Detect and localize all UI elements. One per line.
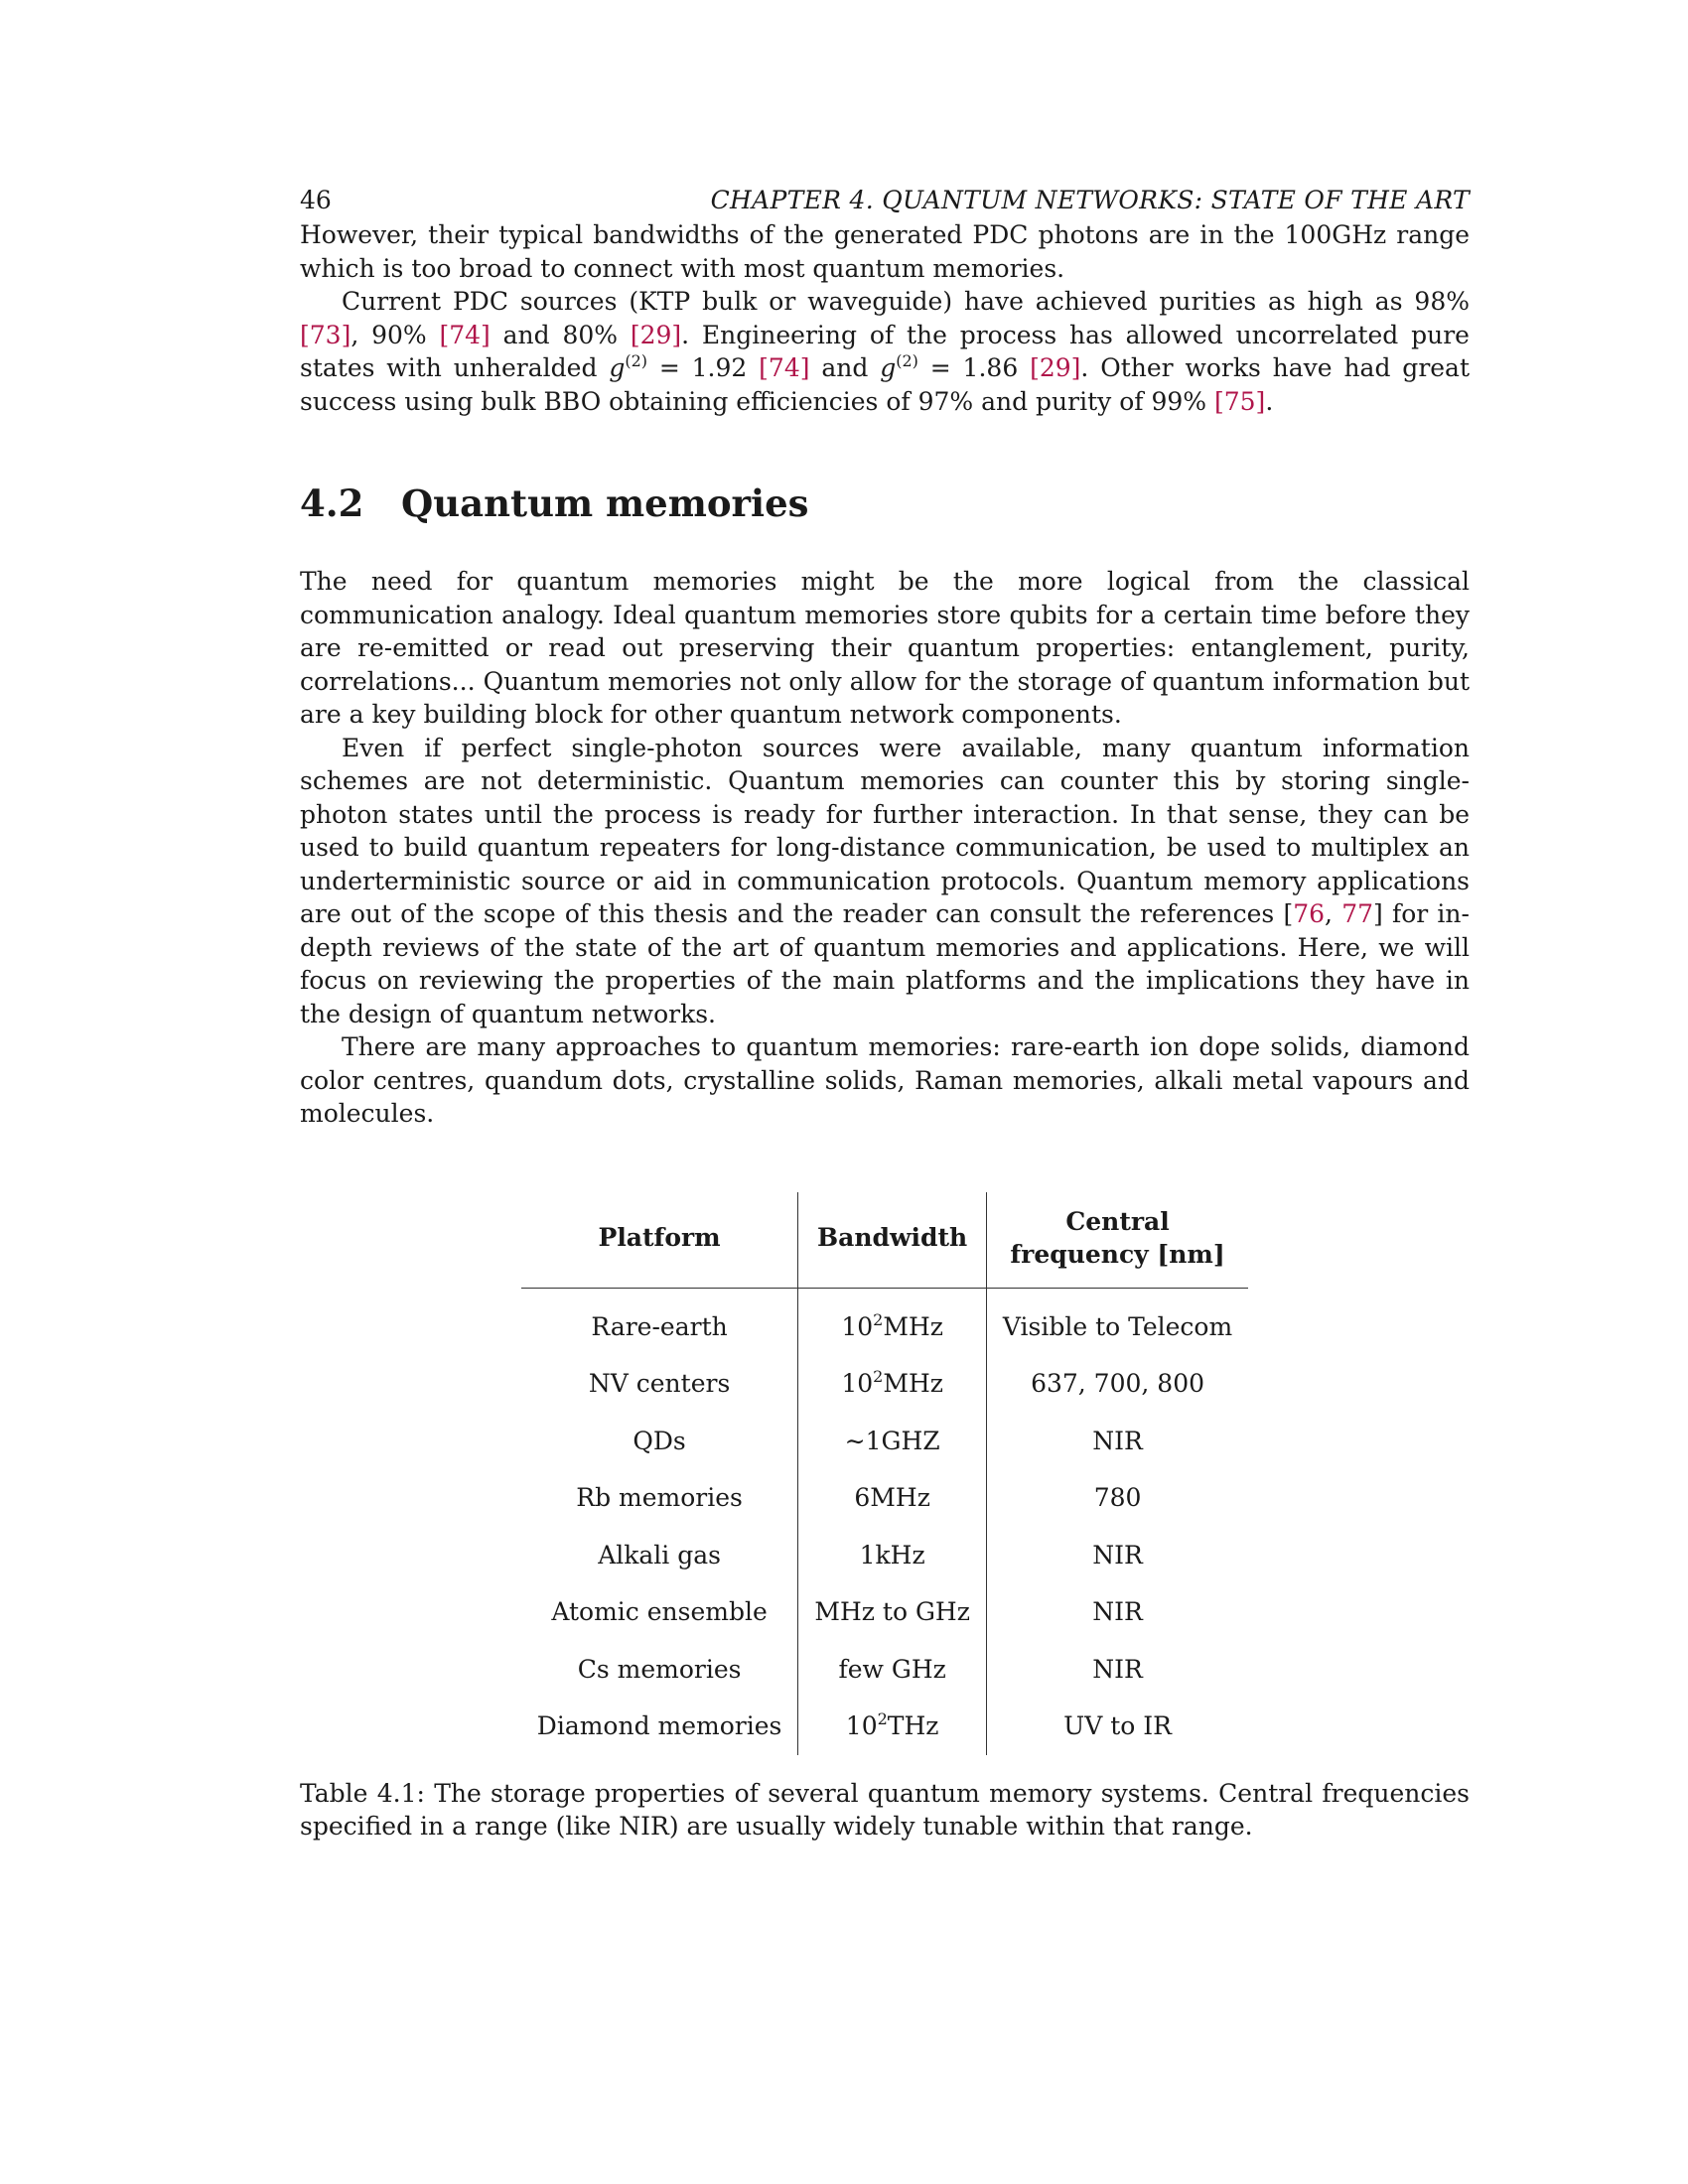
header-platform: Platform [521,1192,798,1289]
cell-platform: Cs memories [521,1641,798,1699]
citation-29[interactable]: [29] [630,320,682,349]
cell-bandwidth: MHz to GHz [798,1583,987,1641]
section-heading [300,481,1470,525]
cell-platform: Rb memories [521,1469,798,1527]
page-number: 46 [300,186,332,214]
cell-bandwidth: few GHz [798,1641,987,1699]
table-row [521,1698,1248,1755]
citation-73[interactable]: [73] [300,320,352,349]
citation-29[interactable]: [29] [1030,353,1081,382]
cell-bandwidth: $10^2THz$ [798,1698,987,1755]
section-paragraph-3: There are many approaches to quantum memories: rare-earth ion dope solids, diamond color centres, quandum dots, crystalline solids, Raman memories, alkali metal vapours and molecules. [300,1032,1470,1128]
running-header [300,183,1470,218]
cell-bandwidth: 6MHz [798,1469,987,1527]
page [300,183,1470,1843]
intro-paragraph-2: Current PDC sources (KTP bulk or waveguide) have achieved purities as high as 98% [73], 90% [74] and 80% [29]. Engineering of the process has allowed uncorrelated pure states with unheralded $g^{(2)} = 1.92$ [74] and $g^{(2)} = 1.86$ [29]. Other works have had great success using bulk BBO obtaining efficiencies of 97% and purity of 99% [75]. [300,287,1471,416]
cell-platform: QDs [521,1413,798,1470]
intro-paragraph-1: However, their typical bandwidths of the generated PDC photons are in the 100GHz range which is too broad to connect with most quantum memories. [300,220,1470,283]
cell-bandwidth: 1kHz [798,1527,987,1584]
table-caption: Table 4.1: The storage properties of several quantum memory systems. Central frequencies specified in a range (like NIR) are usually widely tunable within that range. [300,1778,1470,1841]
citation-76[interactable]: 76 [1293,899,1326,928]
g2-symbol: g [880,353,897,382]
table-row [521,1413,1248,1470]
cell-frequency: 637, 700, 800 [1031,1369,1205,1399]
memory-table [521,1192,1248,1755]
cell-platform: Alkali gas [521,1527,798,1584]
cell-frequency: 780 [1093,1483,1142,1513]
table-row [521,1641,1248,1699]
cell-frequency: UV to IR [1063,1711,1172,1741]
g2-symbol: g [609,353,626,382]
cell-frequency: NIR [1092,1597,1143,1627]
citation-77[interactable]: 77 [1341,899,1373,928]
table-row [521,1288,1248,1355]
section-number: 4.2 [300,481,364,525]
cell-platform: Atomic ensemble [521,1583,798,1641]
section-paragraph-1: The need for quantum memories might be the more logical from the classical communication analogy. Ideal quantum memories store qubits for a certain time before they are re-emitted or read out preserving their quantum properties: entanglement, purity, correlations... Quantum memories not only allow for the storage of quantum information but are a key building block for other quantum network components. [300,567,1470,729]
cell-frequency: NIR [1092,1540,1143,1570]
citation-74[interactable]: [74] [759,353,810,382]
cell-frequency: Visible to Telecom [1002,1311,1233,1341]
cell-bandwidth: $10^2MHz$ [798,1355,987,1413]
table-row [521,1355,1248,1413]
table-row [521,1583,1248,1641]
table-header-row [521,1192,1248,1289]
cell-bandwidth: ∼1GHZ [798,1413,987,1470]
cell-frequency: NIR [1092,1654,1143,1684]
cell-platform: NV centers [521,1355,798,1413]
table-row [521,1527,1248,1584]
section-paragraph-2: Even if perfect single-photon sources were available, many quantum information schemes are not deterministic. Quantum memories can counter this by storing single-photon states until the process is ready for further interaction. In that sense, they can be used to build quantum repeaters for long-distance communication, be used to multiplex an underterministic source or aid in communication protocols. Quantum memory applications are out of the scope of this thesis and the reader can consult the references [76, 77] for in-depth reviews of the state of the art of quantum memories and applications. Here, we will focus on reviewing the properties of the main platforms and the implications they have in the design of quantum networks. [300,733,1470,1028]
section-title: Quantum memories [401,481,809,525]
citation-74[interactable]: [74] [439,320,491,349]
cell-platform: Rare-earth [521,1288,798,1355]
cell-bandwidth: $10^2MHz$ [798,1288,987,1355]
header-bandwidth: Bandwidth [798,1192,987,1289]
table-row [521,1469,1248,1527]
cell-frequency: NIR [1092,1426,1143,1455]
citation-75[interactable]: [75] [1213,386,1266,416]
chapter-title: CHAPTER 4. QUANTUM NETWORKS: STATE OF THE ART [710,186,1470,214]
header-central-frequency: Central frequency [nm] [986,1192,1248,1289]
cell-platform: Diamond memories [521,1698,798,1755]
